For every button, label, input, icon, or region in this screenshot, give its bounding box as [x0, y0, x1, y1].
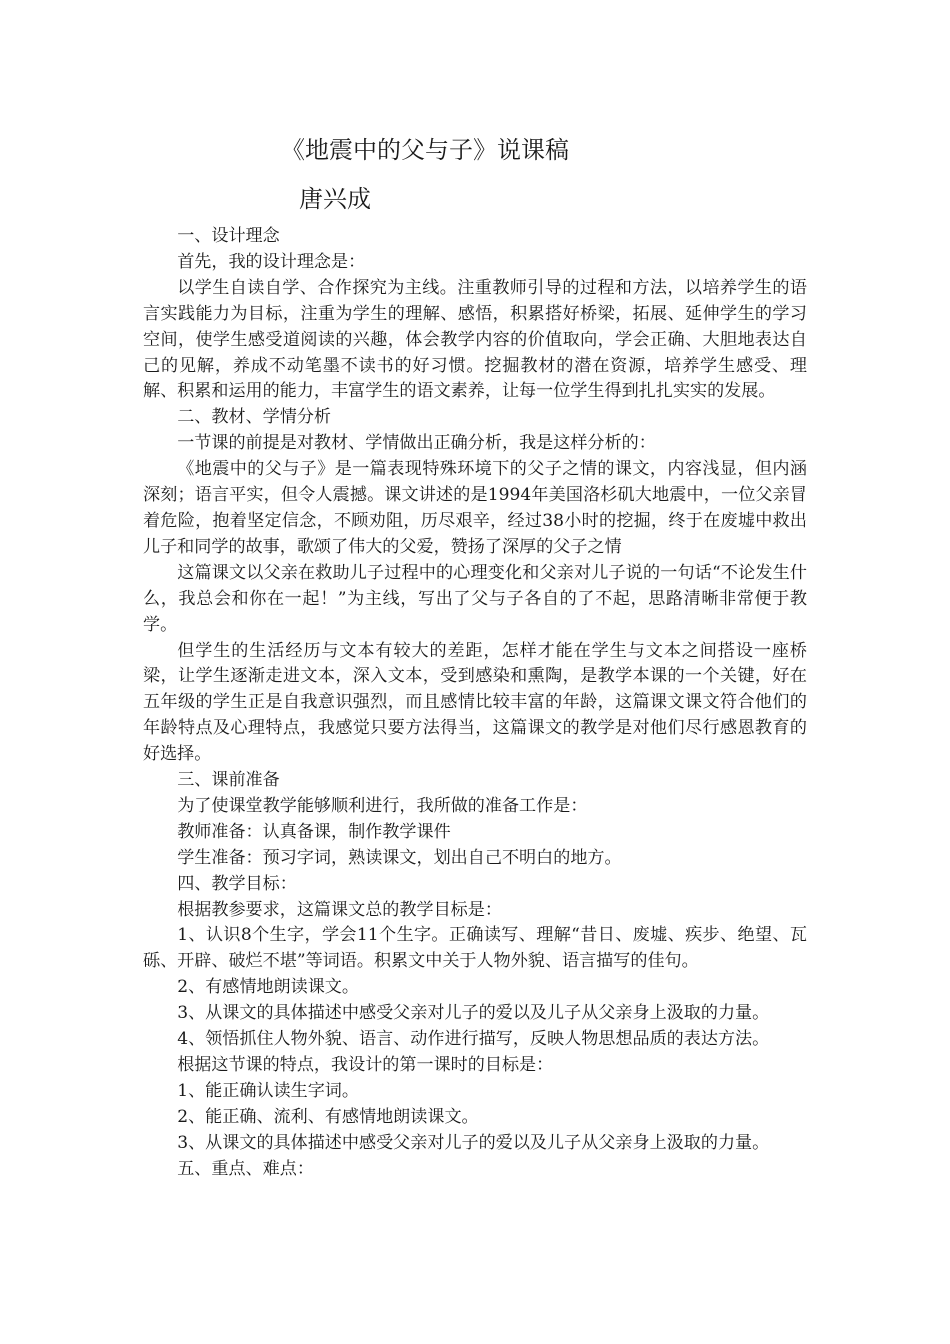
paragraph: 一节课的前提是对教材、学情做出正确分析，我是这样分析的：	[177, 433, 656, 454]
section-heading-design-concept: 一、设计理念	[177, 226, 280, 246]
section-heading-key-points: 五、重点、难点：	[177, 1158, 314, 1179]
paragraph: 根据这节课的特点，我设计的第一课时的目标是：	[177, 1055, 554, 1075]
list-item: 1、认识8个生字，学会11个生字。正确读写、理解“昔日、废墟、疾步、绝望、瓦砾、开辟、破烂不堪”等词语。积累文中关于人物外貌、语言描写的佳句。	[143, 925, 807, 972]
list-item: 2、能正确、流利、有感情地朗读课文。	[177, 1106, 479, 1127]
paragraph: 学生准备：预习字词，熟读课文，划出自己不明白的地方。	[177, 847, 622, 868]
paragraph: 教师准备：认真备课，制作教学课件	[177, 821, 451, 842]
paragraph: 但学生的生活经历与文本有较大的差距，怎样才能在学生与文本之间搭设一座桥梁，让学生逐渐走进文本，深入文本，受到感染和熏陶，是教学本课的一个关键，好在五年级的学生正是自我意识强烈，而且感情比较丰富的年龄，这篇课文课文符合他们的年龄特点及心理特点，我感觉只要方法得当，这篇课文的教学是对他们尽行感恩教育的好选择。	[143, 640, 807, 765]
paragraph: 为了使课堂教学能够顺利进行，我所做的准备工作是：	[177, 795, 588, 816]
list-item: 2、有感情地朗读课文。	[177, 977, 359, 998]
list-item: 3、从课文的具体描述中感受父亲对儿子的爱以及儿子从父亲身上汲取的力量。	[177, 1003, 770, 1024]
paragraph: 这篇课文以父亲在救助儿子过程中的心理变化和父亲对儿子说的一句话“不论发生什么，我总会和你在一起！”为主线，写出了父与子各自的了不起，思路清晰非常便于教学。	[143, 562, 807, 635]
section-heading-material-analysis: 二、教材、学情分析	[177, 407, 332, 428]
paragraph: 以学生自读自学、合作探究为主线。注重教师引导的过程和方法，以培养学生的语言实践能力为目标，注重为学生的理解、感悟，积累搭好桥梁，拓展、延伸学生的学习空间，使学生感受道阅读的兴趣，体会教学内容的价值取向，学会正确、大胆地表达自己的见解，养成不动笔墨不读书的好习惯。挖掘教材的潜在资源，培养学生感受、理解、积累和运用的能力，丰富学生的语文素养，让每一位学生得到扎扎实实的发展。	[143, 277, 807, 402]
paragraph: 首先，我的设计理念是：	[177, 251, 366, 272]
document-body	[143, 224, 807, 1183]
section-heading-preparation: 三、课前准备	[177, 770, 280, 791]
section-heading-teaching-goals: 四、教学目标：	[177, 873, 297, 894]
list-item: 3、从课文的具体描述中感受父亲对儿子的爱以及儿子从父亲身上汲取的力量。	[177, 1132, 770, 1153]
paragraph: 《地震中的父与子》是一篇表现特殊环境下的父子之情的课文，内容浅显，但内涵深刻；语言平实，但令人震撼。课文讲述的是1994年美国洛杉矶大地震中，一位父亲冒着危险，抱着坚定信念，不顾劝阻，历尽艰辛，经过38小时的挖掘，终于在废墟中救出儿子和同学的故事，歌颂了伟大的父爱，赞扬了深厚的父子之情	[143, 459, 807, 557]
list-item: 1、能正确认读生字词。	[177, 1080, 359, 1101]
paragraph: 根据教参要求，这篇课文总的教学目标是：	[177, 899, 502, 920]
document-author: 唐兴成	[299, 185, 371, 213]
document-title: 《地震中的父与子》说课稿	[281, 136, 569, 164]
list-item: 4、领悟抓住人物外貌、语言、动作进行描写，反映人物思想品质的表达方法。	[177, 1029, 770, 1050]
